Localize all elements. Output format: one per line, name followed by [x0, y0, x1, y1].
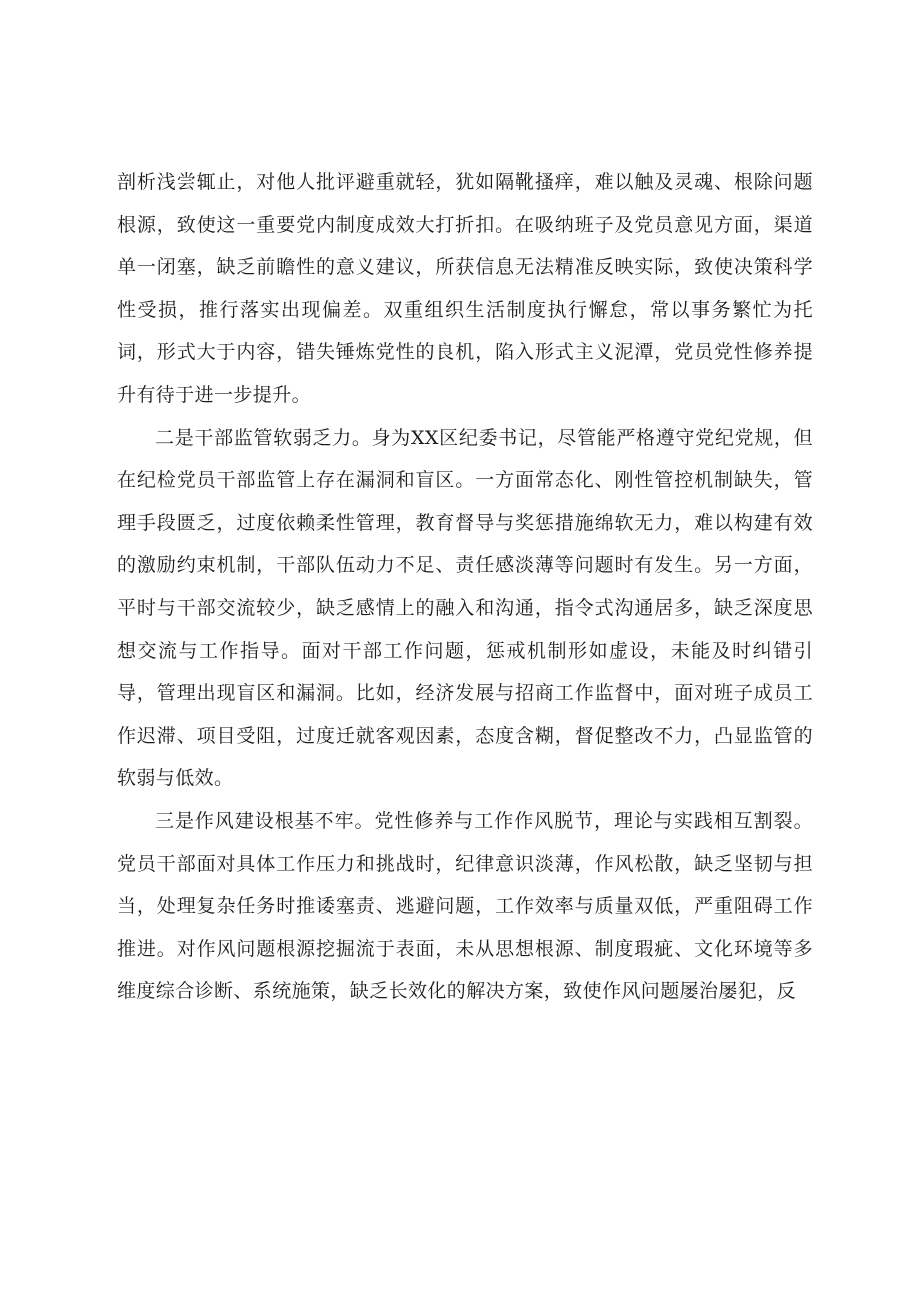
paragraph-continuation: 剖析浅尝辄止，对他人批评避重就轻，犹如隔靴搔痒，难以触及灵魂、根除问题根源，致使这一重要党内制度成效大打折扣。在吸纳班子及党员意见方面，渠道单一闭塞，缺乏前瞻性的意义建议，所获信息无法精准反映实际，致使决策科学性受损，推行落实出现偏差。双重组织生活制度执行懈怠，常以事务繁忙为托词，形式大于内容，错失锤炼党性的良机，陷入形式主义泥潭，党员党性修养提升有待于进一步提升。 [117, 171, 813, 406]
paragraph-work-style: 三是作风建设根基不牢。党性修养与工作作风脱节，理论与实践相互割裂。党员干部面对具体工作压力和挑战时，纪律意识淡薄，作风松散，缺乏坚韧与担当，处理复杂任务时推诿塞责、逃避问题，工作效率与质量双低，严重阻碍工作推进。对作风问题根源挖掘流于表面，未从思想根源、制度瑕疵、文化环境等多维度综合诊断、系统施策，缺乏长效化的解决方案，致使作风问题屡治屡犯，反 [117, 809, 813, 1003]
document-body [117, 161, 813, 1013]
paragraph-cadre-supervision: 二是干部监管软弱乏力。身为XX区纪委书记，尽管能严格遵守党纪党规，但在纪检党员干部监管上存在漏洞和盲区。一方面常态化、刚性管控机制缺失，管理手段匮乏，过度依赖柔性管理，教育督导与奖惩措施绵软无力，难以构建有效的激励约束机制，干部队伍动力不足、责任感淡薄等问题时有发生。另一方面，平时与干部交流较少，缺乏感情上的融入和沟通，指令式沟通居多，缺乏深度思想交流与工作指导。面对干部工作问题，惩戒机制形如虚设，未能及时纠错引导，管理出现盲区和漏洞。比如，经济发展与招商工作监督中，面对班子成员工作迟滞、项目受阻，过度迁就客观因素，态度含糊，督促整改不力，凸显监管的软弱与低效。 [117, 426, 813, 790]
